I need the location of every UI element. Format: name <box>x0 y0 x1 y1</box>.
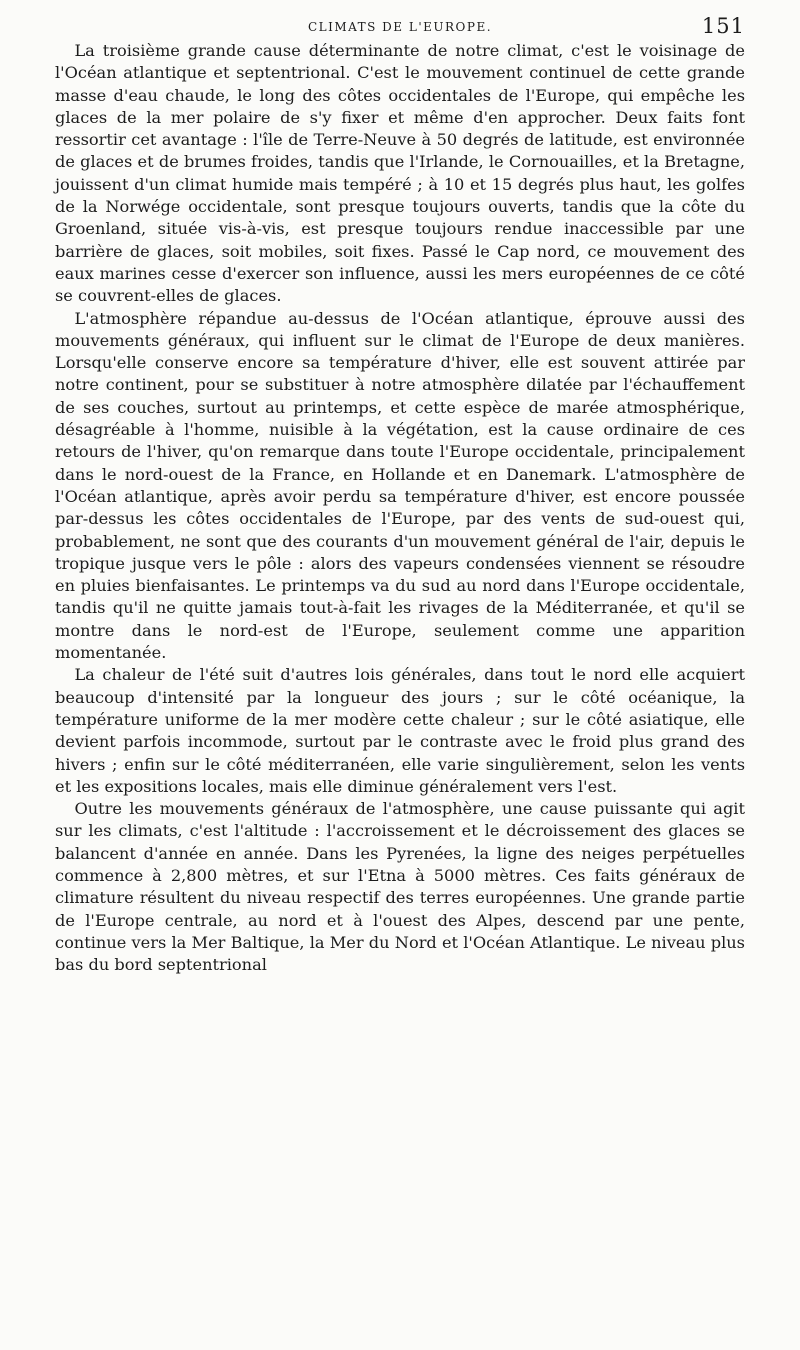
paragraph-atmosphere: L'atmosphère répandue au-dessus de l'Océan atlantique, éprouve aussi des mouvements généraux, qui influent sur le climat de l'Europe de deux manières. Lorsqu'elle conserve encore sa température d'hiver, elle est souvent attirée par notre continent, pour se substituer à notre atmosphère dilatée par l'échauffement de ses couches, surtout au printemps, et cette espèce de marée atmosphérique, désagréable à l'homme, nuisible à la végétation, est la cause ordinaire de ces retours de l'hiver, qu'on remarque dans toute l'Europe occidentale, principalement dans le nord-ouest de la France, en Hollande et en Danemark. L'atmosphère de l'Océan atlantique, après avoir perdu sa température d'hiver, est encore poussée par-dessus les côtes occidentales de l'Europe, par des vents de sud-ouest qui, probablement, ne sont que des courants d'un mouvement général de l'air, depuis le tropique jusque vers le pôle : alors des vapeurs condensées viennent se résoudre en pluies bienfaisantes. Le printemps va du sud au nord dans l'Europe occidentale, tandis qu'il ne quitte jamais tout-à-fait les rivages de la Méditerranée, et qu'il se montre dans le nord-est de l'Europe, seulement comme une apparition momentanée. <box>55 308 745 663</box>
running-head <box>55 14 745 40</box>
paragraph-summer-heat: La chaleur de l'été suit d'autres lois générales, dans tout le nord elle acquiert beaucoup d'intensité par la longueur des jours ; sur le côté océanique, la température uniforme de la mer modère cette chaleur ; sur le côté asiatique, elle devient parfois incommode, surtout par le contraste avec le froid plus grand des hivers ; enfin sur le côté méditerranéen, elle varie singulièrement, selon les vents et les expositions locales, mais elle diminue généralement vers l'est. <box>55 665 745 796</box>
body-text <box>55 40 745 976</box>
running-title: CLIMATS DE L'EUROPE. <box>307 20 493 34</box>
page-number: 151 <box>701 14 745 38</box>
paragraph-altitude: Outre les mouvements généraux de l'atmosphère, une cause puissante qui agit sur les climats, c'est l'altitude : l'accroissement et le décroissement des glaces se balancent d'année en année. Dans les Pyrenées, la ligne des neiges perpétuelles commence à 2,800 mètres, et sur l'Etna à 5000 mètres. Ces faits généraux de climature résultent du niveau respectif des terres européennes. Une grande partie de l'Europe centrale, au nord et à l'ouest des Alpes, descend par une pente, continue vers la Mer Baltique, la Mer du Nord et l'Océan Atlantique. Le niveau plus bas du bord septentrional <box>55 799 745 975</box>
paragraph-ocean-influence: La troisième grande cause déterminante de notre climat, c'est le voisinage de l'Océan atlantique et septentrional. C'est le mouvement continuel de cette grande masse d'eau chaude, le long des côtes occidentales de l'Europe, qui empêche les glaces de la mer polaire de s'y fixer et même d'en approcher. Deux faits font ressortir cet avantage : l'île de Terre-Neuve à 50 degrés de latitude, est environnée de glaces et de brumes froides, tandis que l'Irlande, le Cornouailles, et la Bretagne, jouissent d'un climat humide mais tempéré ; à 10 et 15 degrés plus haut, les golfes de la Norwége occidentale, sont presque toujours ouverts, tandis que la côte du Groenland, située vis-à-vis, est presque toujours rendue inaccessible par une barrière de glaces, soit mobiles, soit fixes. Passé le Cap nord, ce mouvement des eaux marines cesse d'exercer son influence, aussi les mers européennes de ce côté se couvrent-elles de glaces. <box>55 41 745 306</box>
